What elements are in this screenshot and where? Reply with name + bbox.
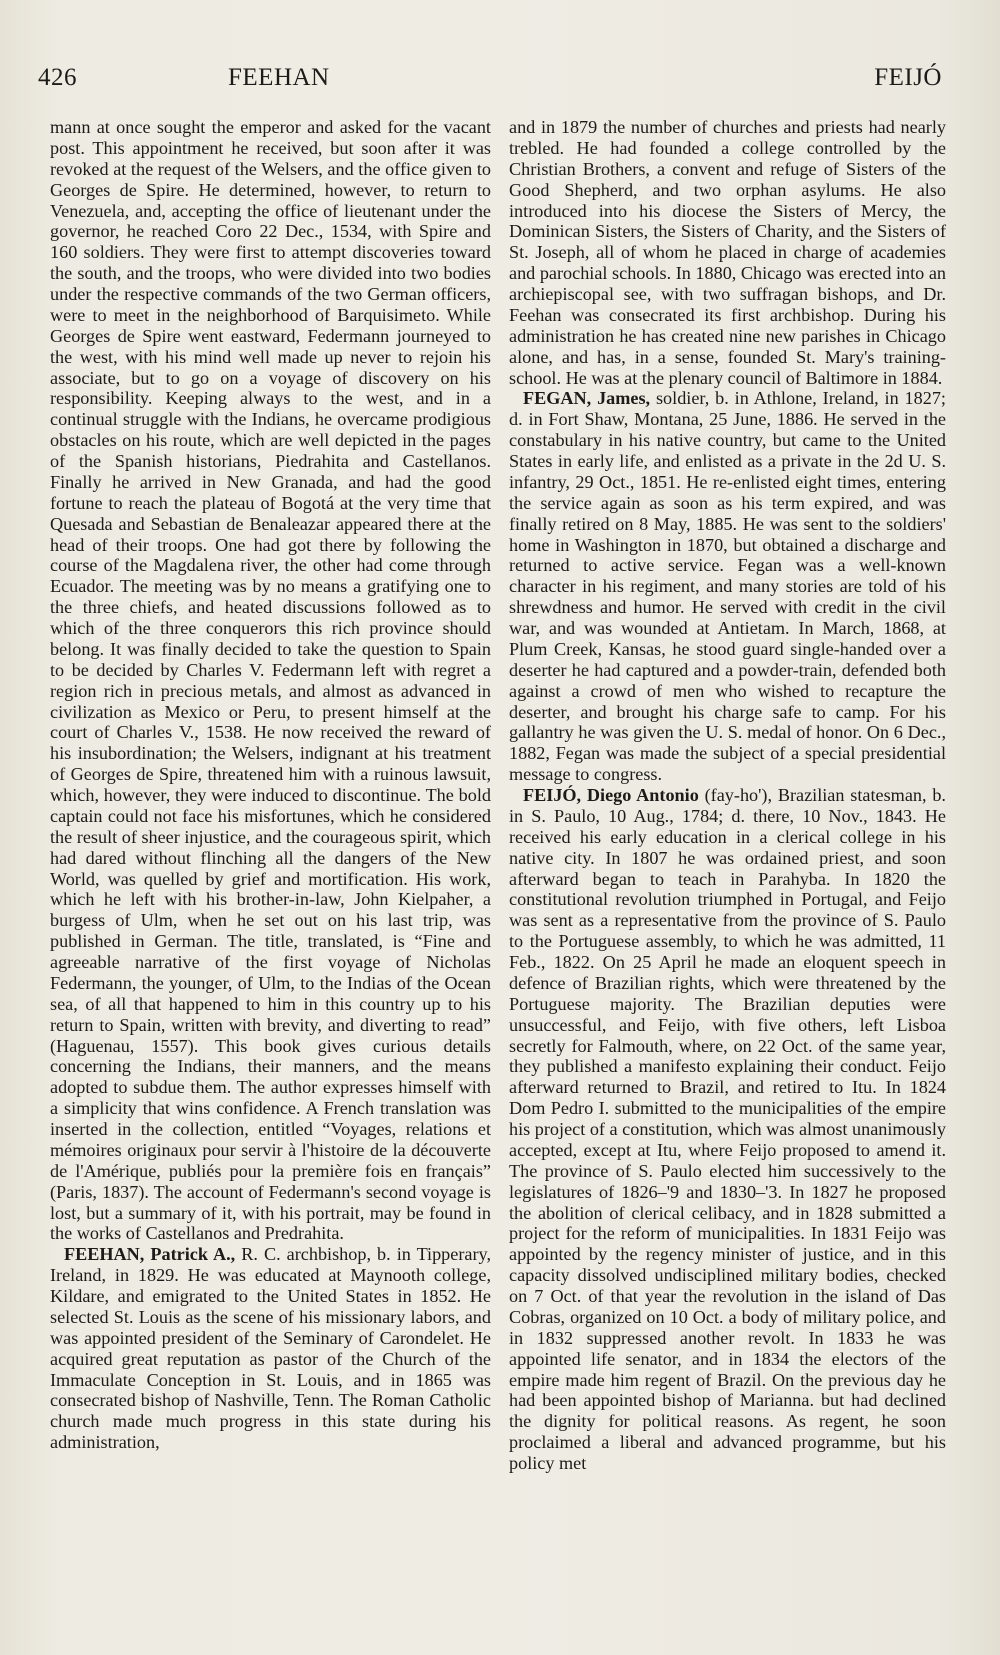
fegan-entry	[509, 388, 946, 785]
feehan-headword: FEEHAN, Patrick A.,	[64, 1244, 236, 1265]
left-column	[50, 117, 491, 1453]
feijo-headword: FEIJÓ, Diego Antonio	[523, 785, 699, 805]
feehan-entry	[50, 1244, 491, 1453]
right-running-head: FEIJÓ	[874, 64, 942, 91]
feehan-entry-continuation: and in 1879 the number of churches and priests had nearly trebled. He had founded a college controlled by the Christian Brothers, a convent and refuge of Sisters of the Good Shepherd, and two orphan asylums. He also introduced into his diocese the Sisters of Mercy, the Dominican Sisters, the Sisters of Charity, and the Sisters of St. Joseph, all of whom he placed in charge of academies and parochial schools. In 1880, Chicago was erected into an archiepiscopal see, with two suffragan bishops, and Dr. Feehan was consecrated its first archbishop. During his administration he has created nine new parishes in Chicago alone, and has, in a sense, founded St. Mary's training-school. He was at the plenary council of Baltimore in 1884.	[509, 117, 946, 388]
left-running-head: FEEHAN	[228, 64, 330, 91]
federmann-entry-continuation: mann at once sought the emperor and asked for the vacant post. This appointment he received, but soon after it was revoked at the request of the Welsers, and the office given to Georges de Spire. He determined, however, to return to Venezuela, and, accepting the office of lieutenant under the governor, he reached Coro 22 Dec., 1534, with Spire and 160 soldiers. They were first to attempt discoveries toward the south, and the troops, who were divided into two bodies under the respective commands of the two German officers, were to meet in the neighborhood of Barquisimeto. While Georges de Spire went eastward, Federmann journeyed to the west, with his mind well made up never to rejoin his associate, but to go on a voyage of discovery on his responsibility. Keeping always to the west, and in a continual struggle with the Indians, he overcame prodigious obstacles on his route, which are well depicted in the pages of the Spanish historians, Piedrahita and Castellanos. Finally he arrived in New Granada, and had the good fortune to reach the plateau of Bogotá at the very time that Quesada and Sebastian de Benaleazar appeared there at the head of their troops. One had got there by following the course of the Magdalena river, the other had come through Ecuador. The meeting was by no means a gratifying one to the three chiefs, and heated discussions followed as to which of the three conquerors this rich province should belong. It was finally decided to take the question to Spain to be decided by Charles V. Federmann left with regret a region rich in precious metals, and almost as advanced in civilization as Mexico or Peru, to present himself at the court of Charles V., 1538. He now received the reward of his insubordination; the Welsers, indignant at his treatment of Georges de Spire, threatened him with a ruinous lawsuit, which, however, they were induced to discontinue. The bold captain could not face his misfortunes, which he considered the result of sheer injustice, and the courageous spirit, which had dared without flinching all the dangers of the New World, was quelled by grief and mortification. His work, which he left with his brother-in-law, John Kielpaher, a burgess of Ulm, when he set out on his last trip, was published in German. The title, translated, is “Fine and agreeable narrative of the first voyage of Nicholas Federmann, the younger, of Ulm, to the Indias of the Ocean sea, of all that happened to him in this country up to his return to Spain, written with brevity, and diverting to read” (Haguenau, 1557). This book gives curious details concerning the Indians, their manners, and the means adopted to subdue them. The author expresses himself with a simplicity that wins confidence. A French translation was inserted in the collection, entitled “Voyages, relations et mémoires originaux pour servir à l'histoire de la découverte de l'Amérique, publiés pour la première fois en français” (Paris, 1837). The account of Federmann's second voyage is lost, but a summary of it, with his portrait, may be found in the works of Castellanos and Predrahita.	[50, 117, 491, 1244]
fegan-headword: FEGAN, James,	[523, 388, 651, 409]
page-number: 426	[38, 64, 77, 91]
running-header	[38, 64, 942, 98]
feijo-entry-text: (fay-ho'), Brazilian statesman, b. in S. Paulo, 10 Aug., 1784; d. there, 10 Nov., 1843. He received his early education in a clerical college in his native city. In 1807 he was ordained priest, and soon afterward began to teach in Parahyba. In 1820 the constitutional revolution triumphed in Portugal, and Feijo was sent as a representative from the province of S. Paulo to the Portuguese assembly, to which he was admitted, 11 Feb., 1822. On 25 April he made an eloquent speech in defence of Brazilian rights, which were threatened by the Portuguese majority. The Brazilian deputies were unsuccessful, and Feijo, with five others, left Lisboa secretly for Falmouth, where, on 22 Oct. of the same year, they published a manifesto explaining their conduct. Feijo afterward returned to Brazil, and retired to Itu. In 1824 Dom Pedro I. submitted to the municipalities of the empire his project of a constitution, which was almost unanimously accepted, except at Itu, where Feijo proposed to amend it. The province of S. Paulo elected him successively to the legislatures of 1826–'9 and 1830–'3. In 1827 he proposed the abolition of clerical celibacy, and in 1828 submitted a project for the reform of municipalities. In 1831 Feijo was appointed by the regency minister of justice, and in this capacity dissolved undisciplined military bodies, checked on 7 Oct. of that year the revolution in the island of Das Cobras, organized on 10 Oct. a body of military police, and in 1832 suppressed another revolt. In 1833 he was appointed life senator, and in 1834 the electors of the empire made him regent of Brazil. On the previous day he had been appointed bishop of Marianna. but had declined the dignity for political reasons. As regent, he soon proclaimed a liberal and advanced programme, but his policy met	[509, 785, 946, 1473]
right-column	[509, 117, 946, 1474]
fegan-entry-text: soldier, b. in Athlone, Ireland, in 1827; d. in Fort Shaw, Montana, 25 June, 1886. He served in the constabulary in his native country, but came to the United States in early life, and enlisted as a private in the 2d U. S. infantry, 29 Oct., 1851. He re-enlisted eight times, entering the service again as soon as his term expired, and was finally retired on 8 May, 1885. He was sent to the soldiers' home in Washington in 1870, but obtained a discharge and returned to active service. Fegan was a well-known character in his regiment, and many stories are told of his shrewdness and humor. He served with credit in the civil war, and was wounded at Antietam. In March, 1868, at Plum Creek, Kansas, he stood guard single-handed over a deserter he had captured and a powder-train, defended both against a crowd of men who wished to recapture the deserter, and brought his charge safe to camp. For his gallantry he was given the U. S. medal of honor. On 6 Dec., 1882, Fegan was made the subject of a special presidential message to congress.	[509, 388, 946, 785]
feijo-entry	[509, 785, 946, 1474]
feehan-entry-text: R. C. archbishop, b. in Tipperary, Ireland, in 1829. He was educated at Maynooth college, Kildare, and emigrated to the United States in 1852. He selected St. Louis as the scene of his missionary labors, and was appointed president of the Seminary of Carondelet. He acquired great reputation as pastor of the Church of the Immaculate Conception in St. Louis, and in 1865 was consecrated bishop of Nashville, Tenn. The Roman Catholic church made much progress in this state during his administration,	[50, 1244, 491, 1453]
